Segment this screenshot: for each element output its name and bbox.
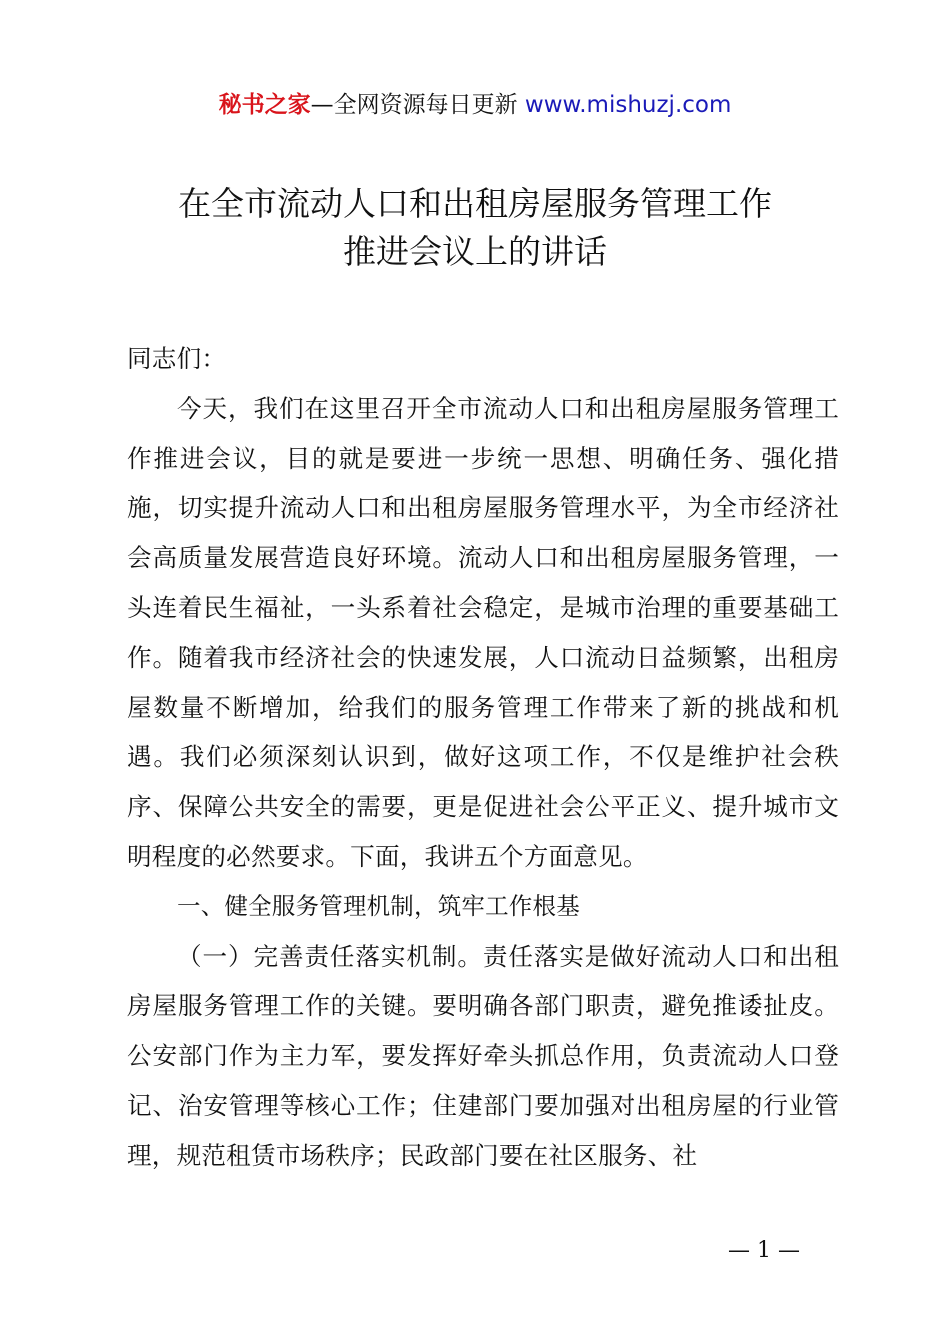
- brand-name: 秘书之家: [218, 92, 311, 118]
- site-header: [0, 88, 950, 122]
- document-body: [127, 334, 839, 1181]
- title-line-2: 推进会议上的讲话: [343, 232, 607, 271]
- page-number: — 1 —: [728, 1238, 800, 1263]
- document-title: [0, 180, 950, 276]
- salutation: 同志们：: [127, 344, 227, 373]
- header-tagline: —全网资源每日更新: [310, 92, 525, 118]
- subsection-paragraph-1: （一）完善责任落实机制。责任落实是做好流动人口和出租房屋服务管理工作的关键。要明确各部门职责，避免推诿扯皮。公安部门作为主力军，要发挥好牵头抓总作用，负责流动人口登记、治安管理等核心工作；住建部门要加强对出租房屋的行业管理，规范租赁市场秩序；民政部门要在社区服务、社: [127, 941, 839, 1170]
- title-line-1: 在全市流动人口和出租房屋服务管理工作: [178, 184, 772, 223]
- site-url-link[interactable]: www.mishuzj.com: [524, 92, 732, 118]
- section-heading-1: 一、健全服务管理机制，筑牢工作根基: [177, 891, 580, 920]
- intro-paragraph: 今天，我们在这里召开全市流动人口和出租房屋服务管理工作推进会议，目的就是要进一步统一思想、明确任务、强化措施，切实提升流动人口和出租房屋服务管理水平，为全市经济社会高质量发展营造良好环境。流动人口和出租房屋服务管理，一头连着民生福祉，一头系着社会稳定，是城市治理的重要基础工作。随着我市经济社会的快速发展，人口流动日益频繁，出租房屋数量不断增加，给我们的服务管理工作带来了新的挑战和机遇。我们必须深刻认识到，做好这项工作，不仅是维护社会秩序、保障公共安全的需要，更是促进社会公平正义、提升城市文明程度的必然要求。下面，我讲五个方面意见。: [127, 393, 839, 871]
